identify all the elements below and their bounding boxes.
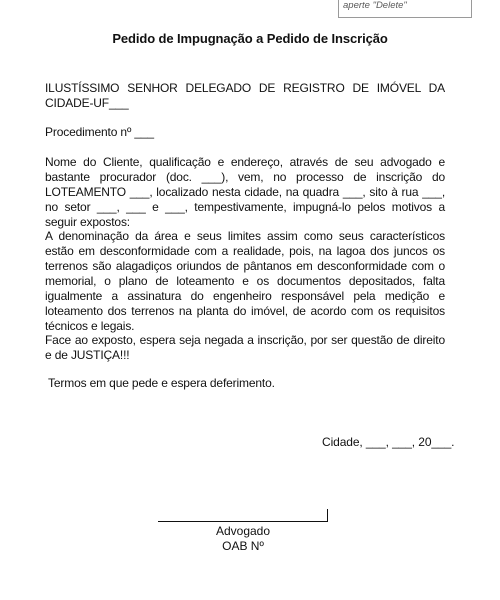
- request-paragraph: Face ao exposto, espera seja negada a inscrição, por ser questão de direito e de JUSTIÇA!!!: [45, 333, 445, 362]
- addressee-paragraph: ILUSTÍSSIMO SENHOR DELEGADO DE REGISTRO DE IMÓVEL DA CIDADE-UF___: [45, 81, 445, 110]
- instruction-note-line-2: aperte "Delete": [343, 0, 407, 11]
- signature-line-tick: [327, 509, 328, 522]
- document-title: Pedido de Impugnação a Pedido de Inscrição: [112, 31, 388, 46]
- procedure-number: Procedimento nº ___: [45, 125, 154, 139]
- signature-oab: OAB Nº: [222, 539, 264, 553]
- grounds-paragraph: A denominação da área e seus limites assim como seus característicos estão em desconformidade com a realidade, pois, na lagoa dos juncos os terrenos são alagadiços oriundos de pântanos em desconformidade com o memorial, o plano de loteamento e os documentos depositados, falta igualmente a assinatura do engenheiro responsável pela medição e loteamento dos terrenos na planta do imóvel, de acordo com os requisitos técnicos e legais.: [45, 229, 445, 333]
- closing-phrase: Termos em que pede e espera deferimento.: [48, 376, 275, 390]
- signature-line: [158, 521, 328, 522]
- instruction-note: [338, 0, 472, 18]
- qualification-paragraph: Nome do Cliente, qualificação e endereço, através de seu advogado e bastante procurador (doc. ___), vem, no processo de inscrição do LOTEAMENTO ___, localizado nesta cidade, na quadra ___, sito à rua ___, no setor ___, ___ e ___, tempestivamente, impugná-lo pelos motivos a seguir expostos:: [45, 155, 445, 229]
- date-line: Cidade, ___, ___, 20___.: [322, 435, 455, 449]
- signature-role: Advogado: [215, 524, 271, 538]
